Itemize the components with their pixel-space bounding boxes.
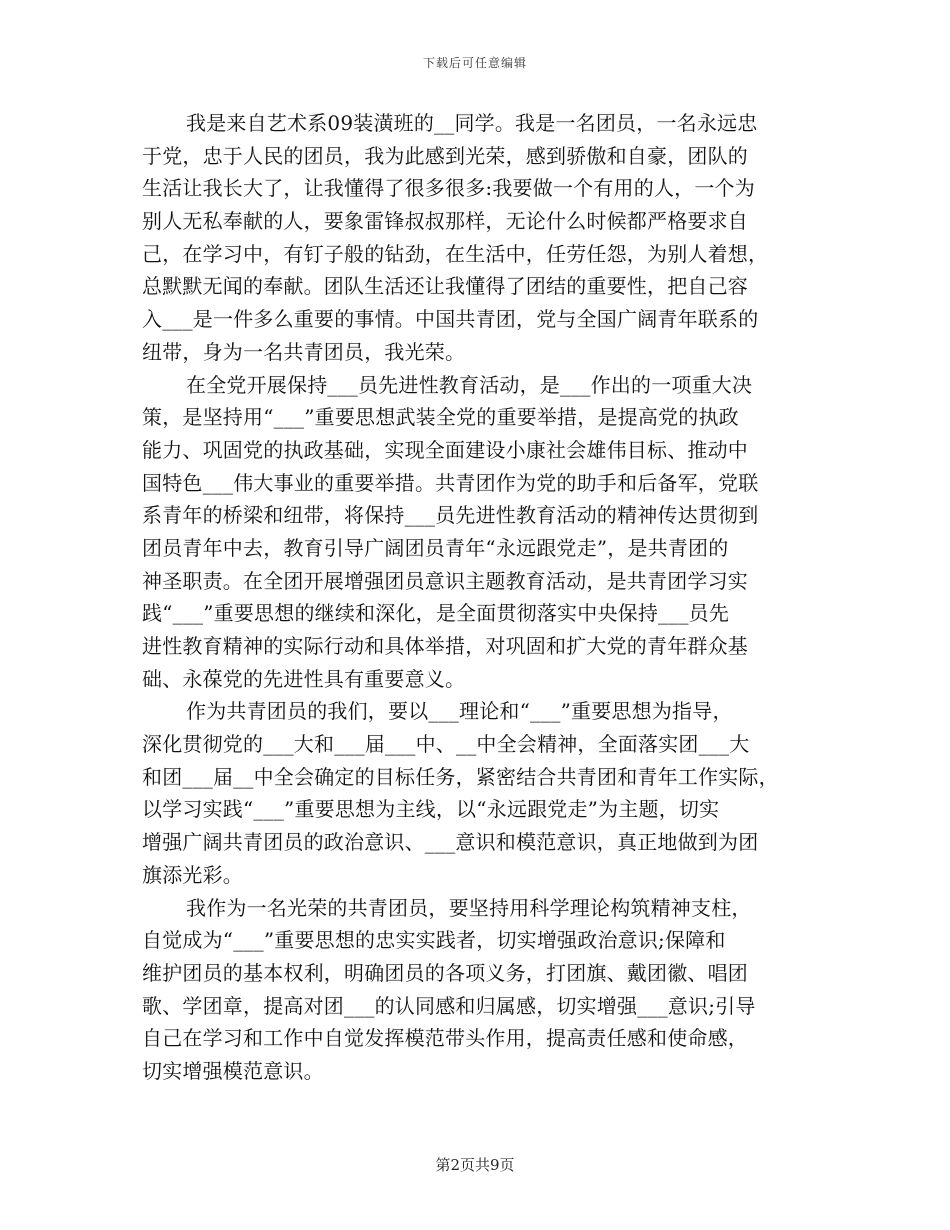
paragraph-2-line-3: 能力、巩固党的执政基础，实现全面建设小康社会雄伟目标、推动中 xyxy=(142,437,748,462)
paragraph-1-line-2: 于党，忠于人民的团员，我为此感到光荣，感到骄傲和自豪，团队的 xyxy=(142,143,748,168)
paragraph-1-line-7: 入___是一件多么重要的事情。中国共青团，党与全国广阔青年联系的 xyxy=(142,307,759,332)
paragraph-3-line-5: 增强广阔共青团员的政治意识、___意识和模范意识，真正地做到为团 xyxy=(142,830,759,855)
paragraph-2-line-2: 策，是坚持用“___”重要思想武装全党的重要举措，是提高党的执政 xyxy=(142,405,739,430)
page-number: 第2页共9页 xyxy=(435,1156,515,1174)
paragraph-4-line-6: 切实增强模范意识。 xyxy=(142,1058,324,1083)
paragraph-2-line-8: 践“___”重要思想的继续和深化，是全面贯彻落实中央保持___员先 xyxy=(142,601,730,626)
paragraph-3-line-1: 作为共青团员的我们，要以___理论和“___”重要思想为指导， xyxy=(186,699,733,724)
paragraph-4-line-2: 自觉成为“___”重要思想的忠实实践者，切实增强政治意识;保障和 xyxy=(142,928,726,953)
paragraph-2-line-10: 础、永葆党的先进性具有重要意义。 xyxy=(142,666,466,691)
paragraph-1-line-3: 生活让我长大了，让我懂得了很多很多:我要做一个有用的人，一个为 xyxy=(142,176,755,201)
paragraph-3-line-2: 深化贯彻党的___大和___届___中、__中全会精神，全面落实团___大 xyxy=(142,732,750,757)
paragraph-1-line-5: 己，在学习中，有钉子般的钻劲，在生活中，任劳任怨，为别人着想， xyxy=(142,241,769,266)
paragraph-1-line-1: 我是来自艺术系09装潢班的__同学。我是一名团员，一名永远忠 xyxy=(186,111,758,135)
paragraph-4-line-1: 我作为一名光荣的共青团员，要坚持用科学理论构筑精神支柱， xyxy=(186,895,752,920)
paragraph-4-line-3: 维护团员的基本权利，明确团员的各项义务，打团旗、戴团徽、唱团 xyxy=(142,960,748,985)
paragraph-2-line-6: 团员青年中去，教育引导广阔团员青年“永远跟党走”，是共青团的 xyxy=(142,535,729,560)
paragraph-2-line-5: 系青年的桥梁和纽带，将保持___员先进性教育活动的精神传达贯彻到 xyxy=(142,503,759,528)
paragraph-3-line-4: 以学习实践“___”重要思想为主线，以“永远跟党走”为主题，切实 xyxy=(142,797,720,822)
page-header: 下载后可任意编辑 xyxy=(422,56,527,70)
paragraph-3-line-6: 旗添光彩。 xyxy=(142,862,243,887)
paragraph-2-line-1: 在全党开展保持___员先进性教育活动，是___作出的一项重大决 xyxy=(186,372,753,397)
paragraph-3-line-3: 和团___届__中全会确定的目标任务，紧密结合共青团和青年工作实际， xyxy=(142,764,779,789)
document-body xyxy=(142,107,814,1088)
paragraph-2-line-4: 国特色___伟大事业的重要举措。共青团作为党的助手和后备军，党联 xyxy=(142,470,759,495)
paragraph-4-line-4: 歌、学团章，提高对团___的认同感和归属感，切实增强___意识;引导 xyxy=(142,993,756,1018)
paragraph-1-line-8: 纽带，身为一名共青团员，我光荣。 xyxy=(142,339,466,364)
paragraph-2-line-7: 神圣职责。在全团开展增强团员意识主题教育活动，是共青团学习实 xyxy=(142,568,748,593)
paragraph-2-line-9: 进性教育精神的实际行动和具体举措，对巩固和扩大党的青年群众基 xyxy=(142,634,748,658)
paragraph-4-line-5: 自己在学习和工作中自觉发挥模范带头作用，提高责任感和使命感， xyxy=(142,1026,748,1051)
paragraph-1-line-6: 总默默无闻的奉献。团队生活还让我懂得了团结的重要性，把自己容 xyxy=(142,274,748,299)
paragraph-1-line-4: 别人无私奉献的人，要象雷锋叔叔那样，无论什么时候都严格要求自 xyxy=(142,209,748,234)
